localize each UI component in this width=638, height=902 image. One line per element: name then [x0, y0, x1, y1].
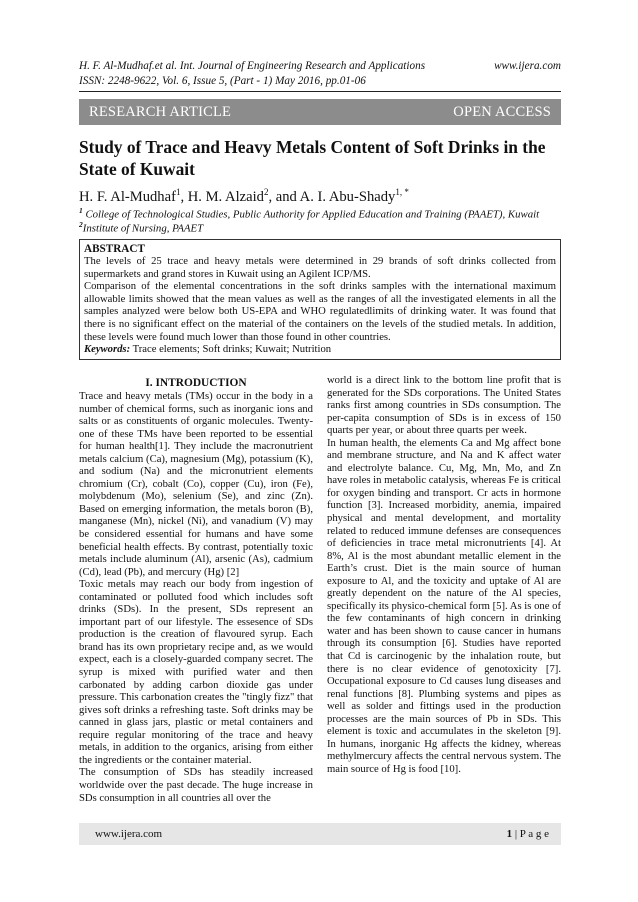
- header-website[interactable]: www.ijera.com: [494, 60, 561, 72]
- author-list: [79, 183, 561, 206]
- intro-paragraph-3: The consumption of SDs has steadily increased worldwide over the past decade. The huge increase in SDs consumption in all countries all over the: [79, 767, 313, 804]
- affiliation-2-mark: 2: [79, 220, 83, 229]
- affiliation-2-text: Institute of Nursing, PAAET: [82, 222, 204, 235]
- keywords-list: Trace elements; Soft drinks; Kuwait; Nutrition: [130, 344, 332, 356]
- right-column: [327, 375, 561, 777]
- abstract-paragraph-2: Comparison of the elemental concentrations in the soft drinks samples with the international maximum allowable limits showed that the mean values as well as the ranges of all the investigated elements in all the samples analyzed were below both US-EPA and WHO regulatedlimits of drinking water. It was found that there is no significant effect on the material of the containers on the levels of the studied metals. In addition, these levels were found much lower than those found in other countries.: [84, 281, 556, 343]
- intro-paragraph-4: world is a direct link to the bottom line profit that is generated for the SDs corporations. The United States ranks first among countries in SDs consumption. The per-capita consumption of SDs is in excess of 150 quarts per year, or about three quarts per week.: [327, 375, 561, 437]
- paper-title: Study of Trace and Heavy Metals Content of Soft Drinks in the State of Kuwait: [79, 137, 546, 179]
- author-1: H. F. Al-Mudhaf: [79, 188, 176, 205]
- citation-line-2: ISSN: 2248-9622, Vol. 6, Issue 5, (Part - 1) May 2016, pp.01-06: [79, 75, 366, 87]
- article-type-banner: [79, 99, 561, 125]
- page-number-value: 1: [506, 828, 513, 840]
- affiliation-2: [79, 218, 561, 236]
- author-1-affil: 1: [175, 187, 181, 197]
- intro-paragraph-5: In human health, the elements Ca and Mg affect bone and membrane structure, and Na and K affect water and electrolyte balance. Cu, Mg, Mn, Mo, and Zn have roles in metabolic catalysis, whereas Fe is critical for oxygen binding and transport. Cr acts in hormone function [3]. Increased morbidity, anemia, impaired physical and mental development, and mortality related to reduced immune defenses are consequences of deficiencies in trace metal micronutrients [4]. At 8%, Al is the most abundant metallic element in the Earth’s crust. Diet is the main source of human exposure to Al, and the toxicity and uptake of Al are greatly dependent on the nature of the Al species, specifically its physico-chemical form [5]. As is one of the few contaminants of high concern in drinking water and has been shown to cause cancer in humans through its consumption [6]. Studies have reported that Cd is carcinogenic by the inhalation route, but there is no clear evidence of genotoxicity [7]. Occupational exposure to Cd causes lung diseases and renal functions [8]. Plumbing systems and pipes as well as solder and fittings used in the production processes are the main sources of Pb in SDs. This element is toxic and accumulates in the skeleton [9]. In humans, inorganic Hg affects the kidney, whereas methylmercury affects the central nervous system. The main source of Hg is food [10].: [327, 437, 561, 775]
- abstract-heading: ABSTRACT: [84, 243, 145, 255]
- footer-website[interactable]: www.ijera.com: [95, 828, 163, 840]
- page-label: | P a g e: [512, 828, 549, 840]
- running-header: [79, 59, 561, 89]
- intro-paragraph-1: Trace and heavy metals (TMs) occur in the body in a number of chemical forms, such as inorganic ions and salts or as constituents of organic molecules. Twenty-one of these TMs have been reported to be essential for human health[1]. They include the macronutrient metals calcium (Ca), magnesium (Mg), potassium (K), and sodium (Na) and the micronutrient elements chromium (Cr), cobalt (Co), copper (Cu), iron (Fe), molybdenum (Mo), selenium (Se), and zinc (Zn). Based on emerging information, the metals boron (B), manganese (Mn), nickel (Ni), and vanadium (V) may be considered essential for humans and have some beneficial health effects. By contrast, potentially toxic metals include aluminum (Al), arsenic (As), cadmium (Cd), lead (Pb), and mercury (Hg) [2]: [79, 391, 313, 578]
- open-access-label: OPEN ACCESS: [453, 103, 551, 120]
- page-footer: [79, 823, 561, 845]
- citation-line-1: H. F. Al-Mudhaf.et al. Int. Journal of Engineering Research and Applications: [79, 60, 426, 72]
- header-rule: [79, 91, 561, 92]
- left-column: [79, 377, 313, 805]
- abstract-paragraph-1: The levels of 25 trace and heavy metals were determined in 29 brands of soft drinks collected from supermarkets and grand stores in Kuwait using an Agilent ICP/MS.: [84, 256, 556, 280]
- author-3-affil: 1, *: [395, 187, 409, 197]
- author-3: , and A. I. Abu-Shady: [268, 188, 396, 205]
- keywords-label: Keywords:: [84, 344, 131, 356]
- research-article-label: RESEARCH ARTICLE: [89, 103, 232, 120]
- affiliation-1-text: College of Technological Studies, Public Authority for Applied Education and Training (PAAET), Kuwait: [85, 208, 540, 221]
- keywords: [84, 344, 556, 357]
- author-2: , H. M. Alzaid: [180, 188, 264, 205]
- abstract-box: [79, 239, 561, 360]
- section-heading-introduction: I. INTRODUCTION: [145, 377, 247, 389]
- author-2-affil: 2: [263, 187, 269, 197]
- intro-paragraph-2: Toxic metals may reach our body from ingestion of contaminated or polluted food which includes soft drinks (SDs). In the present, SDs represent an important part of our lifestyle. The essesence of SDs production is the creation of flavoured syrup. Each brand has its own proprietary recipe and, as we would expect, each is a closely-guarded company secret. The syrup is mixed with purified water and then carbonated by adding carbon dioxide gas under pressure. This carbonation creates the "tingly fizz" that gives soft drinks a refreshing taste. Soft drinks may be canned in glass jars, plastic or metal containers and require regular monitoring of the trace and heavy metals, in addition to the organics, arising from either the ingredients or the container material.: [79, 579, 313, 766]
- page-number: [507, 828, 549, 840]
- affiliation-1-mark: 1: [79, 206, 83, 215]
